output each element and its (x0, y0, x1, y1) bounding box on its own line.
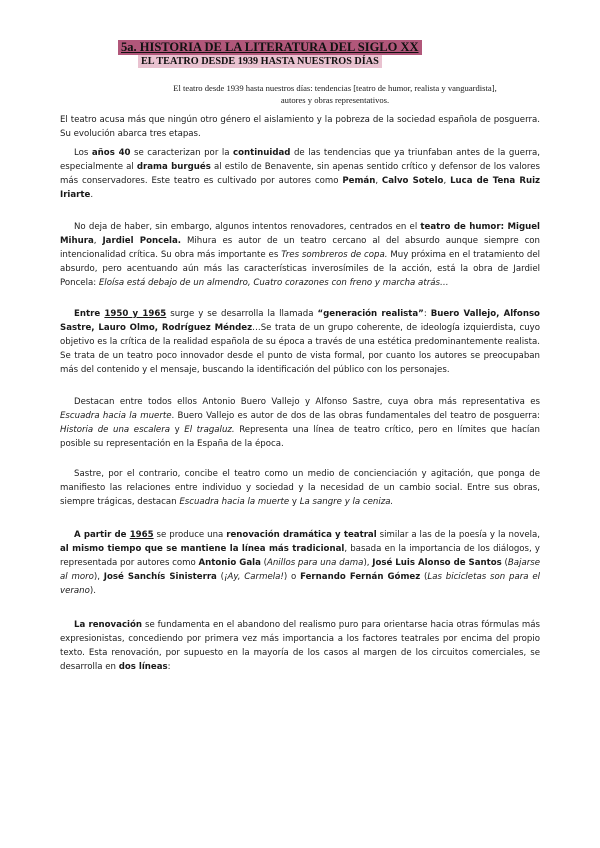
text: ( (260, 558, 267, 568)
italic-text: El tragaluz. (184, 425, 235, 435)
bold-text: renovación dramática y teatral (226, 530, 377, 540)
bold-text: Calvo Sotelo (381, 176, 444, 186)
bold-text: Fernando Fernán Gómez (300, 572, 421, 582)
text: Sastre, por el contrario, concibe el teatro como un medio de concienciación y agitación, que ponga de manifiesto las relaciones entre individuo y sociedad y la necesidad de un cambio social. Entre sus obras, siempre trágicas, destacan (60, 469, 540, 507)
text: ), (363, 558, 373, 568)
text: y (170, 425, 185, 435)
bold-text: Entre (74, 309, 105, 319)
text: : (167, 662, 171, 672)
italic-text: Historia de una escalera (60, 425, 171, 435)
text: al estilo de Benavente, sin apenas sentido crítico y defensor de los valores más conservadores. Este teatro es cultivado por autores como (60, 162, 541, 186)
paragraph-buero-vallejo (60, 395, 540, 451)
bold-underlined-text: 1965 (129, 530, 154, 540)
italic-text: Bajarse al moro (60, 558, 541, 582)
text: ( (420, 572, 428, 582)
bold-text: años 40 (91, 148, 131, 158)
text: Representa una línea de teatro crítico, pero en límites que hacían posible su representación en la España de la época. (60, 425, 540, 449)
text: No deja de haber, sin embargo, algunos intentos renovadores, centrados en el (74, 222, 421, 232)
paragraph-sastre (60, 467, 540, 509)
intro-summary (140, 82, 530, 106)
paragraph-intro (60, 113, 540, 141)
document-subtitle: EL TEATRO DESDE 1939 HASTA NUESTROS DÍAS (138, 55, 382, 68)
italic-text: Escuadra hacia la muerte (60, 411, 172, 421)
text: Destacan entre todos ellos Antonio Buero Vallejo y Alfonso Sastre, cuya obra más representativa es (74, 397, 540, 407)
bold-text: Buero Vallejo, Alfonso Sastre, Lauro Olmo, Rodríguez Méndez (60, 309, 540, 333)
italic-text: Tres sombreros de copa. (281, 250, 388, 260)
bold-text: teatro de humor: Miguel Mihura (60, 222, 540, 246)
bold-text: Luca de Tena Ruiz Iriarte (60, 176, 541, 200)
text: ( (216, 572, 225, 582)
bold-text: Antonio Gala (198, 558, 261, 568)
text: ), (93, 572, 104, 582)
text: . Buero Vallejo es autor de dos de las obras fundamentales del teatro de posguerra: (171, 411, 540, 421)
text: ). (89, 586, 96, 596)
text: se caracterizan por la (130, 148, 233, 158)
text: : (423, 309, 431, 319)
bold-text: José Luis Alonso de Santos (372, 558, 502, 568)
bold-text: dos líneas (118, 662, 168, 672)
italic-text: ¡Ay, Carmela! (224, 572, 284, 582)
text: Los (74, 148, 92, 158)
bold-text: La renovación (74, 620, 143, 630)
text: ) o (283, 572, 301, 582)
text: , basada en la importancia de los diálogos, y representada por autores como (60, 544, 540, 568)
text: . (90, 190, 94, 200)
bold-underlined-text: 1950 y 1965 (104, 309, 167, 319)
italic-text: Escuadra hacia la muerte (179, 497, 290, 507)
text: , (443, 176, 451, 186)
paragraph-generacion-realista (60, 307, 540, 377)
bold-text: drama burgués (136, 162, 211, 172)
italic-text: Las bicicletas son para el verano (60, 572, 540, 596)
italic-text: Eloísa está debajo de un almendro, Cuatro corazones con freno y marcha atrás… (98, 278, 449, 288)
text: El teatro acusa más que ningún otro género el aislamiento y la pobreza de la sociedad española de posguerra. Su evolución abarca tres etapas. (60, 115, 540, 139)
intro-line-2: autores y obras representativos. (280, 95, 390, 105)
text: se fundamenta en el abandono del realismo puro para orientarse hacia otras fórmulas más expresionistas, concediendo por primera vez más importancia a los factores teatrales por encima del propio texto. Esta renovación, por supuesto en la mayoría de los casos al margen de los circuitos comerciales, se desarrolla en (60, 620, 540, 672)
bold-text: continuidad (233, 148, 291, 158)
bold-text: José Sanchís Sinisterra (103, 572, 217, 582)
text: Muy próxima en el tratamiento del absurdo, pero acentuando aún más las características inverosímiles de la acción, está la obra de Jardiel Poncela: (60, 250, 540, 288)
bold-text: Jardiel Poncela. (102, 236, 182, 246)
intro-line-1: El teatro desde 1939 hasta nuestros días: tendencias [teatro de humor, realista y vanguardista], (173, 83, 497, 93)
bold-text: Pemán (342, 176, 376, 186)
text: y (289, 497, 300, 507)
document-title: 5a. HISTORIA DE LA LITERATURA DEL SIGLO XX (118, 40, 422, 55)
italic-text: Anillos para una dama (266, 558, 364, 568)
paragraph-renovacion (60, 618, 540, 674)
text: , (375, 176, 382, 186)
paragraph-anos-40 (60, 146, 540, 202)
text: , (93, 236, 103, 246)
text: Mihura es autor de un teatro cercano al del absurdo aunque siempre con intencionalidad crítica. Su obra más importante es (60, 236, 541, 260)
text: similar a las de la poesía y la novela, (376, 530, 540, 540)
text: se produce una (153, 530, 227, 540)
bold-text: “generación realista” (317, 309, 424, 319)
bold-text: al mismo tiempo que se mantiene la línea más tradicional (60, 544, 345, 554)
bold-text: A partir de (74, 530, 130, 540)
text: de las tendencias que ya triunfaban antes de la guerra, especialmente al (60, 148, 540, 172)
text: ( (501, 558, 508, 568)
text: …Se trata de un grupo coherente, de ideología izquierdista, cuyo objetivo es la crítica de la realidad española de su época a través de una estética predominantemente realista. Se trata de un teatro poco innovador desde el punto de vista formal, por cuanto los autores se preocupaban más del contenido y el mensaje, buscando la identificación del público con los personajes. (60, 323, 540, 375)
document-header (118, 40, 448, 68)
italic-text: La sangre y la ceniza. (299, 497, 394, 507)
text: surge y se desarrolla la llamada (166, 309, 318, 319)
paragraph-desde-1965 (60, 528, 540, 598)
paragraph-teatro-humor (60, 220, 540, 290)
